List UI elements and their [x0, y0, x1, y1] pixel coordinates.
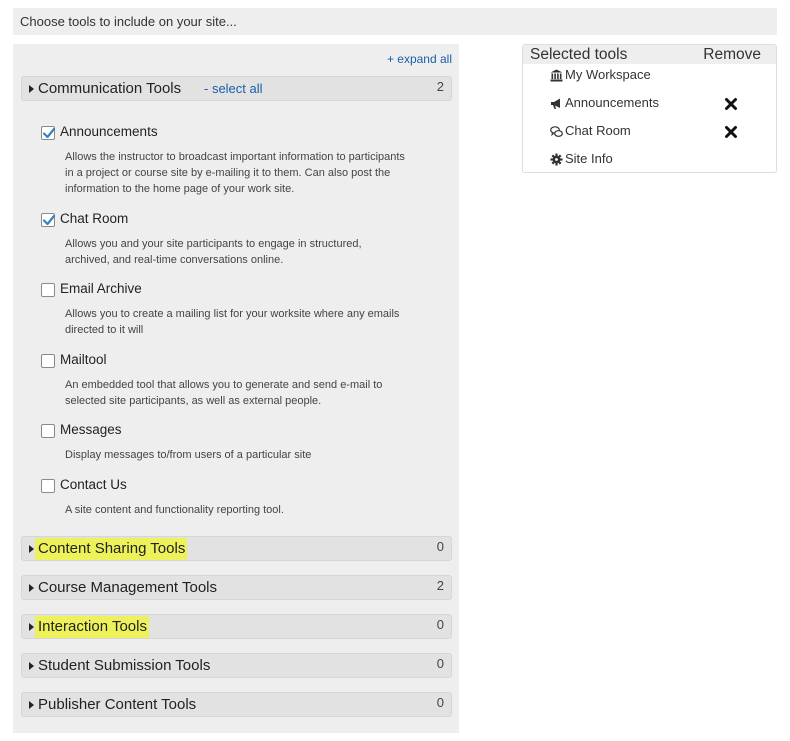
- category-count: 0: [436, 617, 444, 632]
- mailtool-checkbox[interactable]: [41, 354, 55, 368]
- bank-icon: [550, 69, 563, 82]
- selected-tools-header: [523, 45, 776, 64]
- selected-tools-heading: Selected tools: [530, 46, 628, 63]
- megaphone-icon: [550, 97, 563, 110]
- category-student-submission-tools[interactable]: [21, 653, 452, 678]
- email-archive-checkbox[interactable]: [41, 283, 55, 297]
- caret-right-icon: [29, 545, 34, 553]
- tool-name: Mailtool: [60, 352, 107, 367]
- announcements-checkbox[interactable]: [41, 126, 55, 140]
- caret-right-icon: [29, 85, 34, 93]
- contact-us-checkbox[interactable]: [41, 479, 55, 493]
- category-label: Publisher Content Tools: [38, 696, 197, 713]
- gear-icon: [550, 153, 563, 166]
- tool-name: Email Archive: [60, 281, 142, 296]
- caret-right-icon: [29, 662, 34, 670]
- caret-right-icon: [29, 584, 34, 592]
- tool-description: Allows you and your site participants to engage in structured, archived, and real-time conversations online.: [65, 238, 362, 266]
- tool-categories-panel: [13, 44, 459, 733]
- category-label: Student Submission Tools: [38, 657, 211, 674]
- remove-chat-room-icon[interactable]: [724, 125, 738, 139]
- category-count: 2: [436, 578, 444, 593]
- messages-checkbox[interactable]: [41, 424, 55, 438]
- category-label: Course Management Tools: [38, 579, 217, 596]
- page-header: [13, 8, 777, 35]
- category-interaction-tools[interactable]: [21, 614, 452, 639]
- checkmark-icon: [42, 213, 56, 227]
- remove-announcements-icon[interactable]: [724, 97, 738, 111]
- tool-description: Allows the instructor to broadcast important information to participants in a project or course site by e-mailing it to them. Can also post the information to the home page of your work site.: [65, 151, 405, 195]
- selected-item-label: My Workspace: [565, 67, 651, 82]
- selected-item-label: Site Info: [565, 151, 613, 166]
- category-count: 0: [436, 539, 444, 554]
- category-label: Interaction Tools: [35, 616, 149, 638]
- tool-name: Announcements: [60, 124, 158, 139]
- category-label: Content Sharing Tools: [35, 538, 187, 560]
- selected-tools-panel: [522, 44, 777, 173]
- chat-room-checkbox[interactable]: [41, 213, 55, 227]
- category-course-management-tools[interactable]: [21, 575, 452, 600]
- tool-description: Display messages to/from users of a particular site: [65, 449, 312, 461]
- selected-item-label: Chat Room: [565, 123, 631, 138]
- tool-name: Messages: [60, 422, 122, 437]
- tool-name: Contact Us: [60, 477, 127, 492]
- caret-right-icon: [29, 623, 34, 631]
- category-content-sharing-tools[interactable]: [21, 536, 452, 561]
- remove-heading: Remove: [703, 46, 761, 63]
- expand-all-link[interactable]: + expand all: [386, 52, 452, 66]
- category-count: 2: [436, 79, 444, 94]
- tool-description: An embedded tool that allows you to generate and send e-mail to selected site participants, as well as external people.: [65, 379, 383, 407]
- category-count: 0: [436, 695, 444, 710]
- tool-description: A site content and functionality reporting tool.: [65, 504, 284, 516]
- selected-item-label: Announcements: [565, 95, 659, 110]
- caret-right-icon: [29, 701, 34, 709]
- tool-name: Chat Room: [60, 211, 129, 226]
- tool-description: Allows you to create a mailing list for your worksite where any emails directed to it will: [65, 308, 400, 336]
- select-all-link[interactable]: - select all: [204, 81, 263, 96]
- category-communication-tools[interactable]: [21, 76, 452, 101]
- category-publisher-content-tools[interactable]: [21, 692, 452, 717]
- page-title: Choose tools to include on your site...: [20, 14, 237, 29]
- chat-bubbles-icon: [550, 125, 563, 138]
- category-count: 0: [436, 656, 444, 671]
- checkmark-icon: [42, 126, 56, 140]
- category-label: Communication Tools: [38, 80, 182, 97]
